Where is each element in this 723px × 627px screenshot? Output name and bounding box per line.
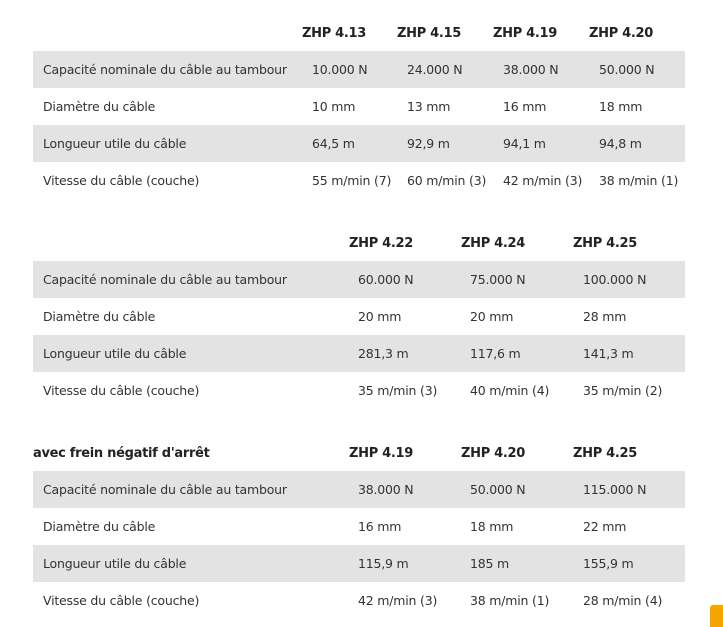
row-value: 64,5 m xyxy=(312,136,355,151)
table-row xyxy=(33,88,685,125)
row-label: Vitesse du câble (couche) xyxy=(43,173,200,188)
row-value: 38.000 N xyxy=(503,62,559,77)
row-value: 18 mm xyxy=(599,99,643,114)
row-value: 155,9 m xyxy=(583,556,634,571)
table-row xyxy=(33,125,685,162)
row-label: Diamètre du câble xyxy=(43,519,156,534)
row-value: 20 mm xyxy=(470,309,514,324)
row-value: 28 m/min (4) xyxy=(583,593,663,608)
row-value: 50.000 N xyxy=(599,62,655,77)
table-row xyxy=(33,335,685,372)
row-value: 60 m/min (3) xyxy=(407,173,487,188)
row-label: Longueur utile du câble xyxy=(43,556,187,571)
row-value: 100.000 N xyxy=(583,272,647,287)
row-value: 141,3 m xyxy=(583,346,634,361)
table-title: avec frein négatif d'arrêt xyxy=(33,446,210,461)
row-value: 50.000 N xyxy=(470,482,526,497)
row-value: 13 mm xyxy=(407,99,451,114)
row-value: 185 m xyxy=(470,556,510,571)
model-header: ZHP 4.15 xyxy=(397,26,462,41)
row-label: Longueur utile du câble xyxy=(43,346,187,361)
table-row xyxy=(33,162,685,199)
model-header: ZHP 4.20 xyxy=(461,446,526,461)
row-value: 42 m/min (3) xyxy=(503,173,583,188)
row-value: 35 m/min (2) xyxy=(583,383,663,398)
row-label: Longueur utile du câble xyxy=(43,136,187,151)
table-row xyxy=(33,508,685,545)
spec-table-1 xyxy=(33,17,685,199)
table-header xyxy=(33,437,685,471)
table-header xyxy=(33,227,685,261)
row-value: 94,8 m xyxy=(599,136,642,151)
row-value: 94,1 m xyxy=(503,136,546,151)
row-value: 115,9 m xyxy=(358,556,409,571)
row-value: 38 m/min (1) xyxy=(599,173,679,188)
row-value: 28 mm xyxy=(583,309,627,324)
row-value: 281,3 m xyxy=(358,346,409,361)
row-label: Vitesse du câble (couche) xyxy=(43,383,200,398)
model-header: ZHP 4.20 xyxy=(589,26,654,41)
row-value: 16 mm xyxy=(503,99,547,114)
row-value: 38 m/min (1) xyxy=(470,593,550,608)
row-value: 18 mm xyxy=(470,519,514,534)
row-value: 40 m/min (4) xyxy=(470,383,550,398)
model-header: ZHP 4.19 xyxy=(493,26,558,41)
model-header: ZHP 4.25 xyxy=(573,236,638,251)
row-label: Diamètre du câble xyxy=(43,99,156,114)
model-header: ZHP 4.19 xyxy=(349,446,414,461)
table-row xyxy=(33,261,685,298)
table-header xyxy=(33,17,685,51)
model-header: ZHP 4.22 xyxy=(349,236,414,251)
row-value: 115.000 N xyxy=(583,482,647,497)
row-value: 55 m/min (7) xyxy=(312,173,392,188)
row-value: 75.000 N xyxy=(470,272,526,287)
spec-table-2 xyxy=(33,227,685,409)
row-value: 20 mm xyxy=(358,309,402,324)
row-value: 60.000 N xyxy=(358,272,414,287)
table-row xyxy=(33,372,685,409)
row-label: Capacité nominale du câble au tambour xyxy=(43,62,287,77)
model-header: ZHP 4.24 xyxy=(461,236,526,251)
table-row xyxy=(33,51,685,88)
table-row xyxy=(33,471,685,508)
row-value: 10.000 N xyxy=(312,62,368,77)
table-row xyxy=(33,298,685,335)
row-value: 117,6 m xyxy=(470,346,521,361)
row-value: 16 mm xyxy=(358,519,402,534)
row-value: 38.000 N xyxy=(358,482,414,497)
row-value: 92,9 m xyxy=(407,136,450,151)
row-value: 10 mm xyxy=(312,99,356,114)
spec-table-3 xyxy=(33,437,685,619)
accent-corner-tab[interactable] xyxy=(710,605,723,627)
row-label: Diamètre du câble xyxy=(43,309,156,324)
table-row xyxy=(33,545,685,582)
row-value: 24.000 N xyxy=(407,62,463,77)
model-header: ZHP 4.25 xyxy=(573,446,638,461)
row-value: 42 m/min (3) xyxy=(358,593,438,608)
row-label: Capacité nominale du câble au tambour xyxy=(43,272,287,287)
row-value: 22 mm xyxy=(583,519,627,534)
table-row xyxy=(33,582,685,619)
model-header: ZHP 4.13 xyxy=(302,26,367,41)
row-label: Capacité nominale du câble au tambour xyxy=(43,482,287,497)
row-label: Vitesse du câble (couche) xyxy=(43,593,200,608)
row-value: 35 m/min (3) xyxy=(358,383,438,398)
